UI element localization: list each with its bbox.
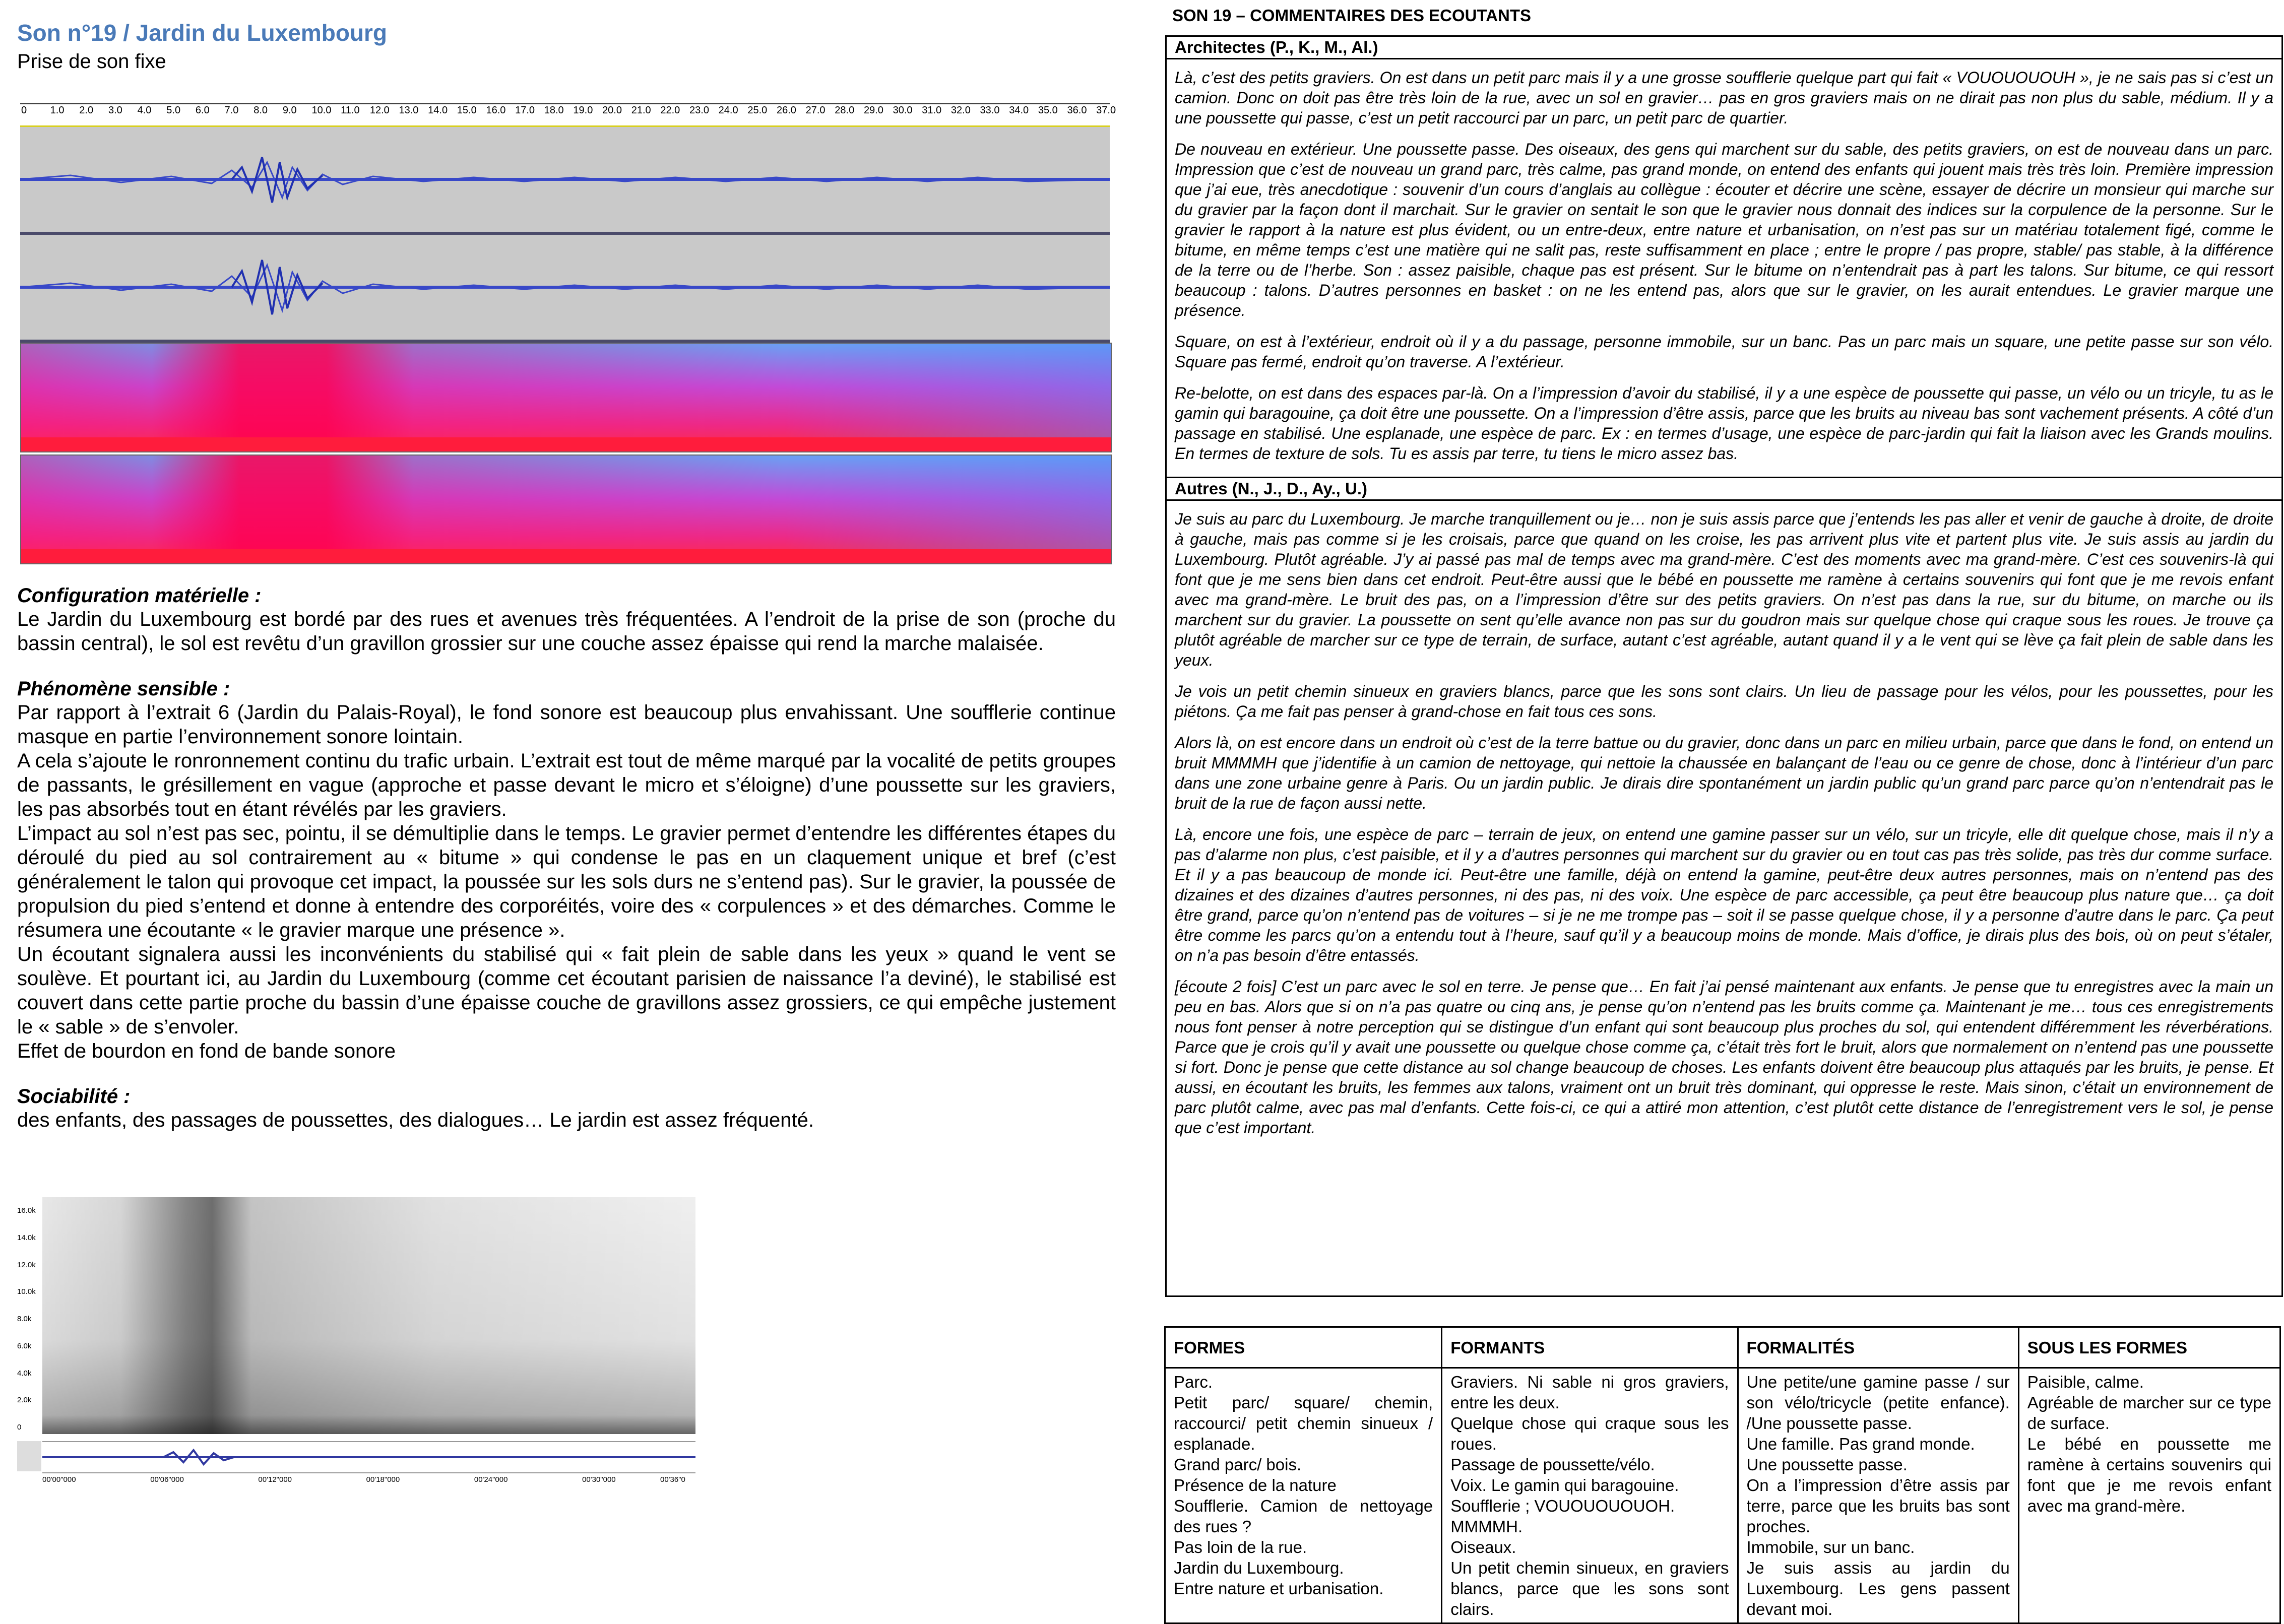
- section-heading: Sociabilité :: [17, 1085, 131, 1108]
- timeline-tick: 25.0: [747, 105, 768, 116]
- section-sociabilite: [17, 1085, 1116, 1132]
- time-label: 00'12"000: [258, 1475, 292, 1484]
- timeline-tick: 35.0: [1038, 105, 1058, 116]
- group-autres: [1167, 477, 2281, 501]
- timeline-tick: 29.0: [863, 105, 883, 116]
- paragraph: Effet de bourdon en fond de bande sonore: [17, 1040, 396, 1062]
- timeline-tick: 32.0: [950, 105, 971, 116]
- page-subtitle: Prise de son fixe: [17, 50, 166, 73]
- group-title: Autres (N., J., D., Ay., U.): [1175, 479, 1367, 498]
- frequency-label: 2.0k: [17, 1396, 32, 1405]
- timeline-tick: 3.0: [108, 105, 122, 116]
- timeline-tick: 14.0: [428, 105, 448, 116]
- comment: De nouveau en extérieur. Une poussette passe. Des oiseaux, des gens qui marchent sur du sable, des petits graviers, on est de nouveau dans un parc. Impression que c’est de nouveau un grand parc, très calme, pas grand monde, on entend des enfants qui jouent mais très très loin. Première impression que j’ai eue, très anecdotique : souvenir d’un cours d’anglais au collègue : écouter et décrire une scène, essayer de décrire un monsieur qui marche sur du gravier par la façon dont il marchait. Sur le gravier on sentait le son que le gravier nous donnait des indices sur la corpulence de la personne. Sur le gravier le rapport à la nature est plus évident, ou un entre-deux, entre nature et urbanisation, on n’est pas sur un matériau totalement figé, comme le bitume, en même temps c’est une matière qui ne salit pas, reste suffisamment en place ; entre le propre / pas propre, stable/ pas stable, à la différence de la terre ou de l’herbe. Son : assez paisible, chaque pas est présent. Sur le bitume on n’entendrait pas à part les talons. Sur bitume, ce qui ressort beaucoup : talons. D’autres personnes en basket : on ne les entend pas, alors que sur le gravier, on les aurait entendues. Le gravier marque une présence.: [1175, 140, 2273, 319]
- comment: Là, c’est des petits graviers. On est dans un petit parc mais il y a une grosse soufflerie quelque part qui fait « VOUOUOUOUH », je ne sais pas si c’est un camion. Donc on doit pas être très loin de la rue, avec un sol en gravier… pas en gros graviers mais on ne dirait pas non plus du sable, médium. Il y a une poussette qui passe, c’est un petit raccourci par un parc, un petit parc de quartier.: [1175, 69, 2273, 127]
- timeline-tick: 24.0: [718, 105, 738, 116]
- column-header: FORMANTS: [1442, 1327, 1738, 1368]
- timeline-tick: 12.0: [369, 105, 390, 116]
- time-label: 00'30"000: [582, 1475, 616, 1484]
- timeline-tick: 5.0: [166, 105, 181, 116]
- comment: Je vois un petit chemin sinueux en graviers blancs, parce que les sons sont clairs. Un lieu de passage pour les vélos, pour les poussettes, pour les piétons. Ça me fait pas penser à grand-chose en fait tous ces sons.: [1175, 682, 2273, 721]
- timeline-tick: 10.0: [311, 105, 332, 116]
- timeline-tick: 31.0: [922, 105, 942, 116]
- paragraph: Un écoutant signalera aussi les inconvénients du stabilisé qui « fait plein de sable dans les yeux » quand le vent se soulève. Et pourtant ici, au Jardin du Luxembourg (comme cet écoutant parisien de naissance l’a deviné), le stabilisé est couvert dans cette partie proche du bassin d’une épaisse couche de gravillons assez grossiers, ce qui empêche justement le « sable » de s’envoler.: [17, 943, 1116, 1038]
- frequency-label: 10.0k: [17, 1287, 36, 1296]
- paragraph: des enfants, des passages de poussettes, des dialogues… Le jardin est assez fréquenté.: [17, 1109, 814, 1131]
- waveform-track-left: [20, 127, 1110, 235]
- paragraph: L’impact au sol n’est pas sec, pointu, il se démultiplie dans le temps. Le gravier permet d’entendre les différentes étapes du déroulé du pied au sol contrairement au « bitume » qui condense le pas en un claquement unique et bref (c’est généralement le talon qui provoque cet impact, la poussée sur les sols durs ne s’entend pas). Sur le gravier, la poussée de propulsion du pied s’entend et donne à entendre des corporéités, voire des « corpulences » et des démarches. Comme le résumera une écoutante « le gravier marque une présence ».: [17, 822, 1116, 941]
- timeline-tick: 20.0: [602, 105, 622, 116]
- timeline-tick: 9.0: [282, 105, 297, 116]
- timeline-tick: 2.0: [79, 105, 94, 116]
- timeline-tick: 30.0: [893, 105, 913, 116]
- timeline-tick: 7.0: [224, 105, 239, 116]
- paragraph: A cela s’ajoute le ronronnement continu du trafic urbain. L’extrait est tout de même marqué par la vocalité de petits groupes de passants, le grésillement en vague (approche et passe devant le micro et s’éloigne) d’une poussette sur les graviers, les pas absorbés tout en étant révélés par les graviers.: [17, 750, 1116, 820]
- waveform-right: [20, 235, 1110, 340]
- timeline-tick: 34.0: [1009, 105, 1029, 116]
- timeline-tick: 18.0: [544, 105, 564, 116]
- time-label: 00'00"000: [42, 1475, 76, 1484]
- timeline-tick: 26.0: [776, 105, 796, 116]
- timeline-tick: 19.0: [573, 105, 593, 116]
- comments-box: [1165, 35, 2283, 1297]
- section-config: [17, 584, 1116, 656]
- group-title: Architectes (P., K., M., Al.): [1175, 38, 1378, 56]
- waveform-track-right: [20, 235, 1110, 343]
- page-title: Son n°19 / Jardin du Luxembourg: [17, 20, 388, 46]
- comment: Je suis au parc du Luxembourg. Je marche tranquillement ou je… non je suis assis parce que j’entends les pas aller et venir de gauche à droite, de droite à gauche, mais pas comme si je les croisais, parce que quand on les croise, les pas arrivent plus vite et partent plus vite. Je suis assis au jardin du Luxembourg. Plutôt agréable. J’y ai passé pas mal de temps avec ma grand-mère. C’est des moments avec ma grand-mère. C’est ces souvenirs-là qui font que je me sens bien dans cet endroit. Peut-être aussi que le bébé en poussette me ramène à certains souvenirs qui font que je me revois enfant avec ma grand-mère. Le bruit des pas, on a l’impression d’être sur des petits graviers. On n’est pas dans la rue, sur du bitume, on marche ou ils marchent sur du gravier. La poussette on sent qu’elle avance non pas sur du goudron mais sur quelque chose qui craque sous les roues. Je trouve ça plutôt agréable de marcher sur ce type de terrain, de surface, autant c’est agréable, autant quand il y a le vent qui se lève ça fait plein de sable dans les yeux.: [1175, 510, 2273, 669]
- comment: [écoute 2 fois] C’est un parc avec le sol en terre. Je pense que… En fait j’ai pensé maintenant aux enfants. Je pense que tu enregistres avec la main un peu en bas. Alors que si on n’a pas quatre ou cinq ans, je pense qu’on n’entend pas les bruits comme ça. Maintenant je me… tous ces enregistrements nous font penser à notre perception qui se distingue d’un enfant qui sont beaucoup plus proches du sol, qui entendent différemment les réverbérations. Parce que je crois qu’il y avait une poussette ou quelque chose comme ça, c’était très fort le bruit, alors que normalement on n’entend pas une poussette si fort. Donc je pense que cette distance au sol change beaucoup de choses. Les enfants doivent être beaucoup plus attaqués par les bruits, je pense. Et aussi, en écoutant les bruits, les femmes aux talons, vraiment ont un bruit très dominant, qui oppresse le reste. Mais sinon, c’était un environnement de parc plutôt calme, avec pas mal d’enfants. Cette fois-ci, ce qui a attiré mon attention, c’est plutôt cette distance de l’enregistrement vers le sol, je pense que c’est important.: [1175, 978, 2273, 1137]
- spectrogram-right: [20, 454, 1112, 564]
- comment: Square, on est à l’extérieur, endroit où il y a du passage, personne immobile, sur un banc. Pas un parc mais un square, une petite passe sur son vélo. Square pas fermé, endroit qu’on traverse. A l’extérieur.: [1175, 333, 2273, 371]
- table-cell-formalites: Une petite/une gamine passe / sur son vélo/tricycle (petite enfance). /Une poussette passe. Une famille. Pas grand monde. Une poussette passe. On a l’impression d’être assis par terre, parce que les bruits bas sont proches. Immobile, sur un banc. Je suis assis au jardin du Luxembourg. Les gens passent devant moi.: [1738, 1368, 2018, 1623]
- timeline-tick: 0: [21, 105, 27, 116]
- time-label: 00'36"0: [660, 1475, 685, 1484]
- text-sections: [17, 584, 1116, 1132]
- timeline-tick: 6.0: [195, 105, 210, 116]
- waveform-left: [20, 127, 1110, 232]
- timeline-tick: 28.0: [835, 105, 855, 116]
- frequency-label: 0: [17, 1423, 22, 1432]
- grey-spectrogram-figure: [17, 1189, 695, 1491]
- frequency-label: 6.0k: [17, 1341, 32, 1350]
- frequency-label: 8.0k: [17, 1315, 32, 1323]
- column-header: FORMES: [1165, 1327, 1442, 1368]
- timeline-tick: 23.0: [689, 105, 709, 116]
- comment: Re-belotte, on est dans des espaces par-là. On a l’impression d’avoir du stabilisé, il y a une espèce de poussette qui passe, un vélo ou un tricyle, tu as le gamin qui baragouine, ça doit être une poussette. On a l’impression d’être assis, parce que les bruits au niveau bas sont vachement présents. A côté d’un passage en stabilisé. Une esplanade, une espèce de parc. Ex : en termes d’usage, une espèce de parc-jardin qui fait la liaison avec les Grands moulins. En termes de texture de sols. Tu es assis par terre, tu tiens le micro assez bas.: [1175, 384, 2273, 463]
- comment: Alors là, on est encore dans un endroit où c’est de la terre battue ou du gravier, donc dans un parc en milieu urbain, parce que dans le fond, on entend un bruit MMMMH que j’identifie à un camion de nettoyage, qui nettoie la chaussée en balançant de l’eau ou ce genre de chose, donc à l’intérieur d’un parc dans une zone urbaine genre à Paris. Ou un jardin public. Je dirais dire spontanément un jardin public qu’un grand parc parce qu’on n’entendrait pas le bruit de la rue de façon aussi nette.: [1175, 734, 2273, 812]
- paragraph: Le Jardin du Luxembourg est bordé par des rues et avenues très fréquentées. A l’endroit de la prise de son (proche du bassin central), le sol est revêtu d’un gravillon grossier sur une couche assez épaisse qui rend la marche malaisée.: [17, 608, 1116, 655]
- timeline-tick: 1.0: [50, 105, 65, 116]
- paragraph: Par rapport à l’extrait 6 (Jardin du Palais-Royal), le fond sonore est beaucoup plus envahissant. Une soufflerie continue masque en partie l’environnement sonore lointain.: [17, 701, 1116, 748]
- timeline-tick: 33.0: [980, 105, 1000, 116]
- group-architectes-comments: [1167, 59, 2281, 477]
- summary-table: [1164, 1326, 2281, 1624]
- timeline-tick: 27.0: [805, 105, 826, 116]
- frequency-label: 12.0k: [17, 1260, 36, 1269]
- frequency-label: 14.0k: [17, 1233, 36, 1242]
- time-label: 00'24"000: [474, 1475, 508, 1484]
- grey-spectrogram: [42, 1197, 695, 1434]
- spectrogram-left: [20, 343, 1112, 452]
- group-autres-comments: [1167, 501, 2281, 1151]
- timeline-tick: 37.0: [1096, 105, 1116, 116]
- section-phenomene: [17, 678, 1116, 1063]
- timeline-ruler: [20, 103, 1116, 127]
- table-row: [1165, 1368, 2280, 1623]
- timeline-tick: 13.0: [399, 105, 419, 116]
- time-label: 00'18"000: [366, 1475, 400, 1484]
- table-cell-sous-les-formes: Paisible, calme. Agréable de marcher sur ce type de surface. Le bébé en poussette me ramène à certains souvenirs qui font que je me revois enfant avec ma grand-mère.: [2018, 1368, 2280, 1623]
- section-heading: Configuration matérielle :: [17, 584, 262, 607]
- timeline-tick: 17.0: [515, 105, 535, 116]
- comments-header: SON 19 – COMMENTAIRES DES ECOUTANTS: [1172, 6, 1532, 25]
- frequency-label: 4.0k: [17, 1369, 32, 1378]
- frequency-label: 16.0k: [17, 1206, 36, 1215]
- column-header: FORMALITÉS: [1738, 1327, 2018, 1368]
- group-architectes: [1167, 37, 2281, 59]
- comment: Là, encore une fois, une espèce de parc – terrain de jeux, on entend une gamine passer sur un vélo, sur un tricyle, elle dit quelque chose, mais il n’y a pas d’alarme non plus, c’est paisible, et il y a d’autres personnes qui marchent sur du gravier ou en tout cas pas très solide, pas très dur comme surface. Et il y a pas beaucoup de monde ici. Peut-être une famille, déjà on entend la gamine, peut-être deux autres personnes, mais on n’entend pas des dizaines et des dizaines d’autres personnes, ni des pas, ni des voix. Une espèce de parc accessible, ça peut être beaucoup plus nature que… ça doit être grand, parce qu’on n’entend pas de voitures – si je ne me trompe pas – soit il se passe quelque chose, il y a personne d’autre dans le parc. Ça peut être comme les parcs qu’on a entendu tout à l’heure, sauf qu’il y a beaucoup moins de monde. Mais d’office, je dirais plus des bois, où on peut s’étaler, on n’a pas besoin d’être entassés.: [1175, 825, 2273, 964]
- timeline-tick: 4.0: [137, 105, 152, 116]
- time-label: 00'06"000: [150, 1475, 184, 1484]
- section-heading: Phénomène sensible :: [17, 678, 230, 700]
- timeline-tick: 22.0: [660, 105, 680, 116]
- timeline-tick: 8.0: [253, 105, 268, 116]
- table-cell-formants: Graviers. Ni sable ni gros graviers, entre les deux. Quelque chose qui craque sous les roues. Passage de poussette/vélo. Voix. Le gamin qui baragouine. Soufflerie ; VOUOUOUOUOH. MMMMH. Oiseaux. Un petit chemin sinueux, en graviers blancs, parce que les sons sont clairs.: [1442, 1368, 1738, 1623]
- timeline-tick: 16.0: [486, 105, 506, 116]
- grey-waveform: [42, 1441, 695, 1473]
- table-cell-formes: Parc. Petit parc/ square/ chemin, raccourci/ petit chemin sinueux / esplanade. Grand parc/ bois. Présence de la nature Soufflerie. Camion de nettoyage des rues ? Pas loin de la rue. Jardin du Luxembourg. Entre nature et urbanisation.: [1165, 1368, 1442, 1623]
- column-header: SOUS LES FORMES: [2018, 1327, 2280, 1368]
- timeline-tick: 21.0: [631, 105, 651, 116]
- timeline-tick: 36.0: [1067, 105, 1087, 116]
- timeline-tick: 15.0: [457, 105, 477, 116]
- timeline-tick: 11.0: [341, 105, 360, 116]
- table-header-row: [1165, 1327, 2280, 1368]
